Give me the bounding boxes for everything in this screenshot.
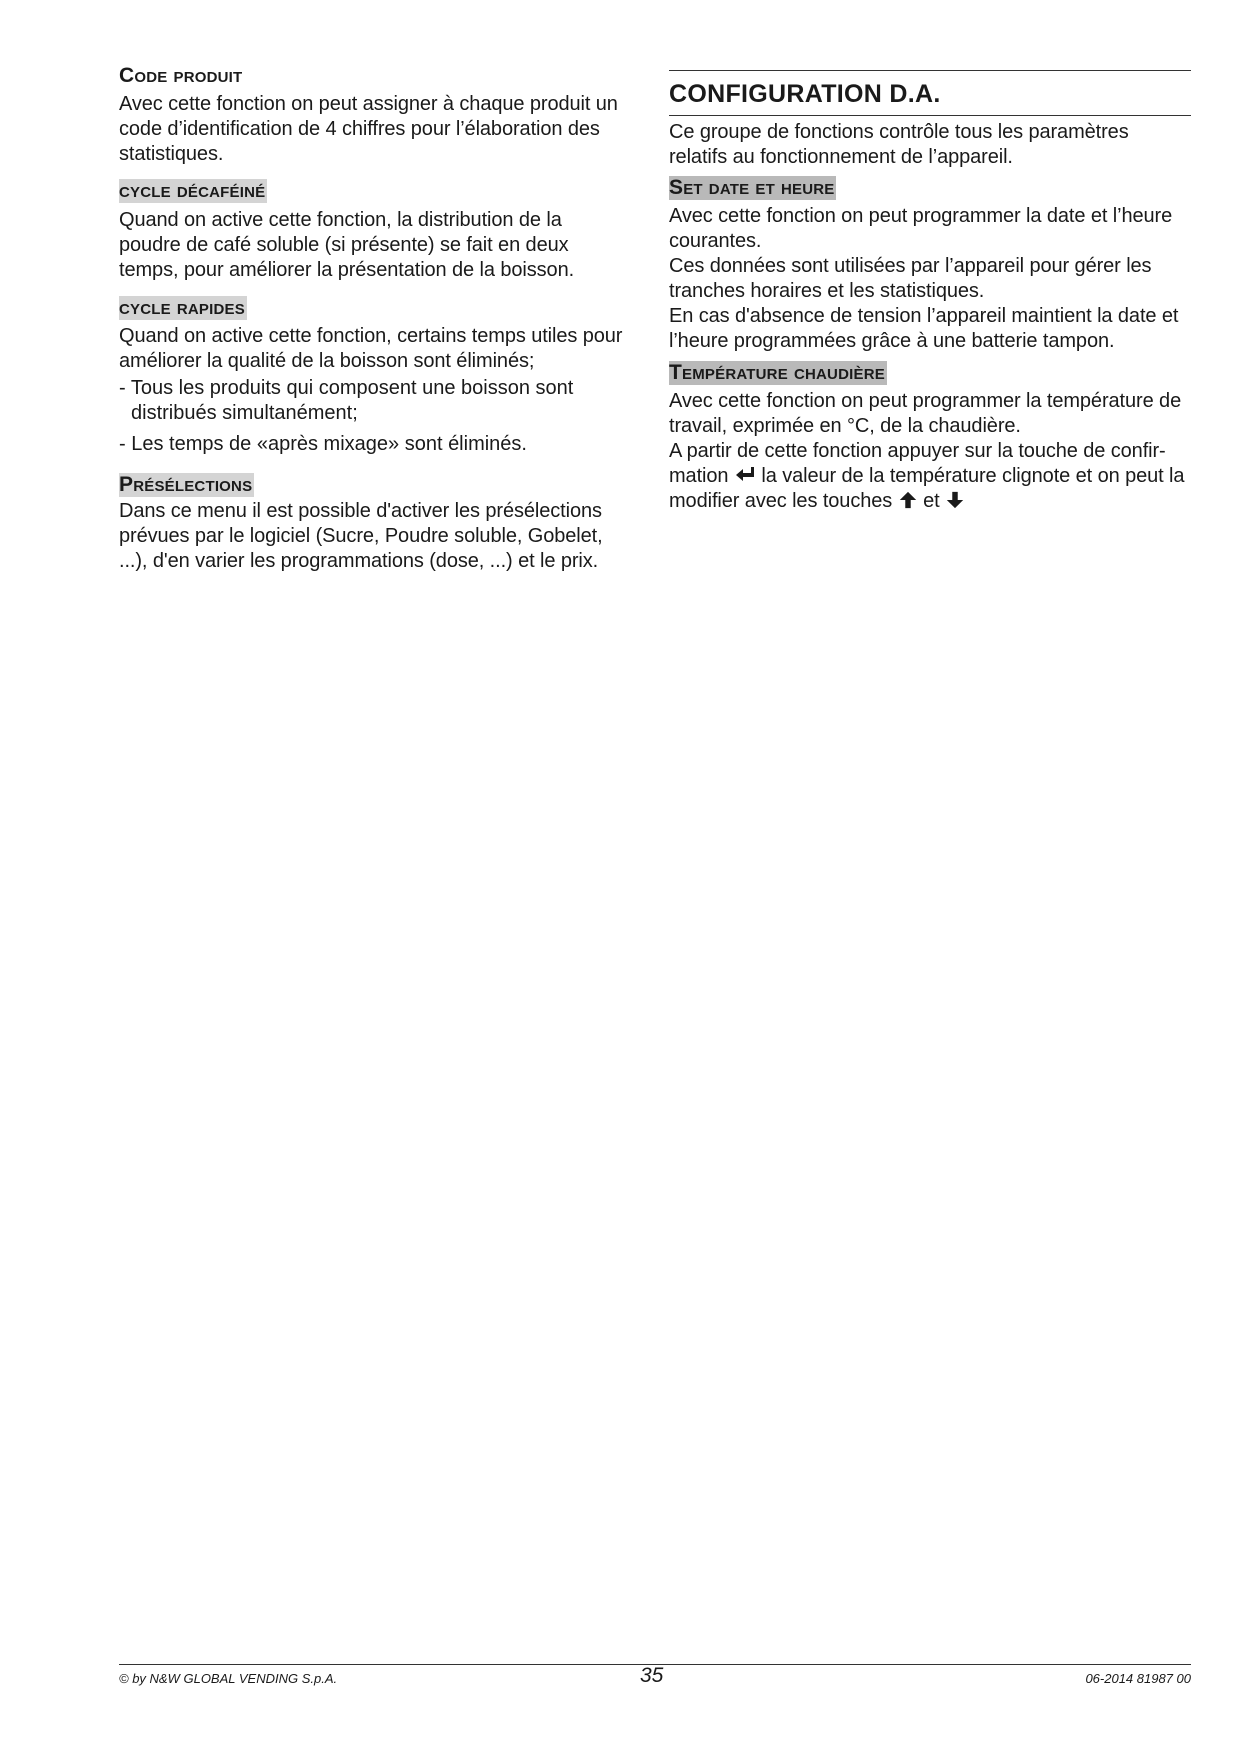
- page-number: 35: [640, 1664, 664, 1687]
- heading-cycle-rapides: cycle rapides: [119, 296, 245, 319]
- text-set-date-1: Avec cette fonction on peut programmer la date et l’heure courantes.: [669, 205, 1173, 252]
- heading-preselections: Présélections: [119, 473, 253, 496]
- text-cycle-decafeine: Quand on active cette fonction, la distribution de la poudre de café soluble (si présente) se fait en deux temps, pour améliorer la présentation de la boisson.: [119, 209, 575, 281]
- list-item: - Tous les produits qui composent une boisson sont distribués simultanément;: [119, 377, 574, 424]
- heading-set-date: Set date et heure: [669, 176, 835, 199]
- enter-key-icon: [734, 465, 756, 485]
- text-preselections: Dans ce menu il est possible d'activer les présélections prévues par le logiciel (Sucre, Poudre soluble, Gobelet, ...), d'en varier les programmations (dose, ...) et le prix.: [119, 500, 603, 572]
- section-set-date: [669, 176, 1191, 354]
- text-temperature-2b: la valeur de la température clignote et on peut la modifier avec les touches: [669, 465, 1185, 512]
- right-column: [669, 70, 1191, 514]
- text-temperature-1: Avec cette fonction on peut programmer la température de travail, exprimée en °C, de la chaudière.: [669, 390, 1182, 437]
- text-cycle-rapides: Quand on active cette fonction, certains temps utiles pour améliorer la qualité de la boisson sont éliminés;: [119, 325, 623, 372]
- heading-cycle-decafeine: cycle décaféiné: [119, 179, 266, 202]
- section-preselections: [119, 473, 627, 574]
- section-cycle-rapides: [119, 296, 627, 457]
- section-code-produit: [119, 64, 627, 167]
- text-config-intro: Ce groupe de fonctions contrôle tous les paramètres relatifs au fonctionnement de l’appareil.: [669, 121, 1129, 168]
- text-temperature-2a: A partir de cette fonction appuyer sur la touche de confir-mation: [669, 440, 1166, 487]
- list-item: - Les temps de «après mixage» sont éliminés.: [119, 433, 527, 455]
- arrow-up-icon: [898, 490, 918, 510]
- page-title: CONFIGURATION D.A.: [669, 70, 1191, 116]
- heading-temperature: Température chaudière: [669, 361, 885, 384]
- section-cycle-decafeine: [119, 179, 627, 283]
- footer-copyright: © by N&W GLOBAL VENDING S.p.A.: [119, 1671, 338, 1686]
- left-column: [119, 64, 627, 574]
- text-code-produit: Avec cette fonction on peut assigner à chaque produit un code d’identification de 4 chiffres pour l’élaboration des statistiques.: [119, 93, 618, 165]
- text-temperature-2c: et: [923, 490, 940, 512]
- footer-doc-ref: 06-2014 81987 00: [1085, 1671, 1191, 1686]
- arrow-down-icon: [945, 490, 965, 510]
- section-temperature: [669, 361, 1191, 514]
- heading-code-produit: Code produit: [119, 64, 243, 87]
- text-set-date-2: Ces données sont utilisées par l’appareil pour gérer les tranches horaires et les statistiques.: [669, 255, 1152, 302]
- text-set-date-3: En cas d'absence de tension l’appareil maintient la date et l’heure programmées grâce à une batterie tampon.: [669, 305, 1179, 352]
- text-temperature-2: [669, 439, 1191, 514]
